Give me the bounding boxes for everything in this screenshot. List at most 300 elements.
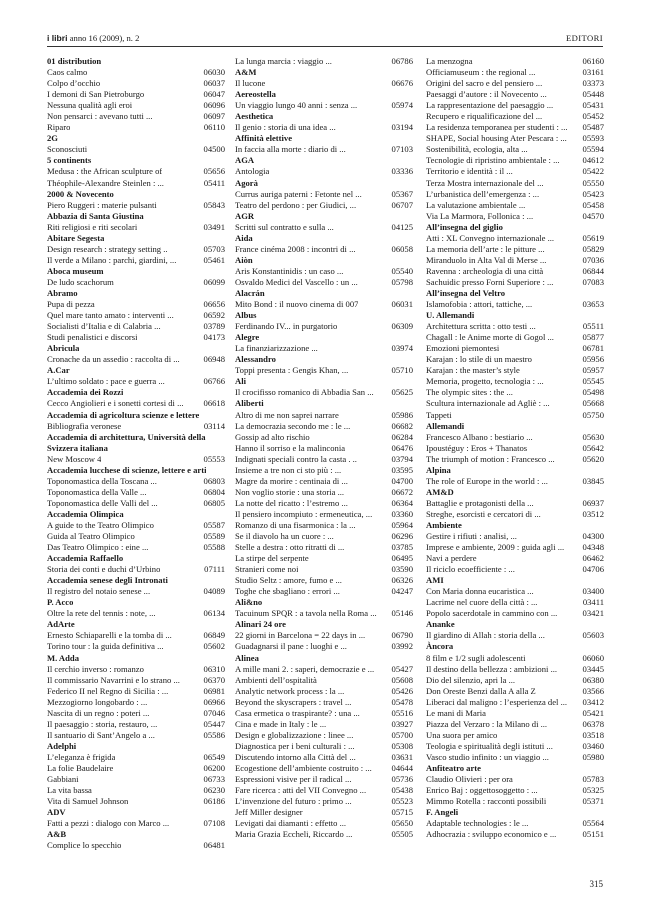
entry-number: 05146 (391, 608, 413, 619)
entry-title: Complice lo specchio (47, 840, 122, 851)
entry-title: Ernesto Schiaparelli e la tomba di ... (47, 630, 172, 641)
publisher-heading (47, 443, 225, 454)
publisher-name: Ambiente (426, 519, 462, 530)
publisher-name: Aesthetica (235, 111, 274, 122)
publisher-heading (47, 575, 225, 586)
entry-number: 05371 (582, 796, 604, 807)
entry-title: La menzogna (426, 56, 473, 66)
entry-title: De ludo scachorum (47, 276, 114, 287)
publisher-name: 2G (47, 133, 58, 144)
entry-number: 03789 (203, 321, 225, 332)
entry-number: 05964 (391, 519, 413, 530)
publisher-heading (235, 288, 413, 299)
entry-title: Karajan : lo stile di un maestro (426, 354, 532, 365)
index-entry (235, 586, 413, 597)
entry-number: 06284 (391, 431, 413, 442)
index-entry (426, 166, 604, 177)
entry-title: Don Oreste Benzi dalla A alla Z (426, 685, 536, 696)
index-entry (47, 586, 225, 597)
publisher-name: Abramo (47, 287, 78, 298)
index-entry (47, 818, 225, 829)
entry-title: Federico II nel Regno di Sicilia : ... (47, 685, 169, 696)
publisher-name: Aida (235, 232, 253, 243)
index-entry (426, 133, 604, 144)
publisher-heading (47, 387, 225, 398)
entry-number: 05843 (203, 199, 225, 210)
entry-title: Enrico Baj : oggettosoggetto : ... (426, 785, 538, 796)
entry-title: Vita di Samuel Johnson (47, 796, 129, 807)
index-entry (47, 321, 225, 332)
entry-number: 05325 (582, 785, 604, 796)
index-entry (47, 763, 225, 774)
entry-number: 06481 (203, 840, 225, 851)
index-entry (426, 630, 604, 641)
entry-title: I demoni di San Pietroburgo (47, 89, 145, 100)
entry-title: Fatti a pezzi : dialogo con Marco ... (47, 818, 170, 829)
index-entry (235, 575, 413, 586)
entry-title: Insieme a tre non ci sto più : ... (235, 464, 342, 475)
index-entry (47, 122, 225, 133)
entry-title: Toghe che sbagliano : errori ... (235, 586, 340, 597)
index-entry (426, 376, 604, 387)
entry-number: 05423 (582, 188, 604, 199)
entry-title: Chagall : le Anime morte di Gogol ... (426, 332, 554, 343)
entry-title: Cecco Angiolieri e i sonetti cortesi di ... (47, 398, 184, 409)
index-entry (47, 520, 225, 531)
index-entry (235, 487, 413, 498)
publisher-heading (235, 376, 413, 387)
index-entry (47, 222, 225, 233)
index-entry (235, 686, 413, 697)
entry-number: 06676 (391, 78, 413, 89)
entry-number: 06966 (203, 696, 225, 707)
entry-title: Atti : XL Convegno internazionale ... (426, 232, 555, 243)
index-entry (235, 730, 413, 741)
entry-number: 06380 (582, 674, 604, 685)
entry-number: 06803 (203, 475, 225, 486)
entry-title: Emozioni piemontesi (426, 343, 500, 354)
entry-title: Recupero e riqualificazione del ... (426, 111, 543, 122)
entry-number: 06058 (391, 243, 413, 254)
entry-title: Il verde a Milano : parchi, giardini, ... (47, 254, 177, 265)
index-column-3 (426, 56, 604, 840)
entry-number: 06476 (391, 442, 413, 453)
entry-number: 06030 (203, 67, 225, 78)
entry-title: Battaglie e protagonisti della ... (426, 497, 534, 508)
entry-number: 05431 (582, 100, 604, 111)
index-entry (47, 697, 225, 708)
entry-number: 03518 (582, 729, 604, 740)
index-entry (426, 708, 604, 719)
index-entry (47, 608, 225, 619)
entry-title: Nessuna qualità agli eroi (47, 100, 133, 111)
entry-title: Il riciclo ecoefficiente : ... (426, 564, 515, 575)
publisher-heading (47, 211, 225, 222)
publisher-heading (235, 67, 413, 78)
index-entry (47, 144, 225, 155)
index-entry (47, 166, 225, 177)
entry-number: 06370 (203, 674, 225, 685)
entry-title: Liberaci dal maligno : l’esperienza del ... (426, 696, 568, 707)
publisher-heading (47, 829, 225, 840)
index-entry (426, 785, 604, 796)
entry-number: 05798 (391, 276, 413, 287)
entry-number: 06937 (582, 497, 604, 508)
entry-number: 05553 (203, 453, 225, 464)
publisher-heading (235, 332, 413, 343)
entry-number: 05602 (203, 641, 225, 652)
entry-title: Via La Marmora, Follonica : ... (426, 210, 534, 221)
entry-title: Le mani di Maria (426, 707, 486, 718)
entry-title: La residenza temporanea per studenti : ... (426, 122, 568, 133)
entry-title: Non voglio storie : una storia ... (235, 486, 345, 497)
index-entry (235, 365, 413, 376)
index-entry (235, 299, 413, 310)
index-entry (47, 476, 225, 487)
index-entry (235, 266, 413, 277)
entry-number: 04644 (391, 763, 413, 773)
entry-title: Mimmo Rotella : racconti possibili (426, 796, 547, 807)
entry-number: 05986 (391, 409, 413, 420)
entry-title: L’invenzione del futuro : primo ... (235, 796, 352, 807)
index-entry (426, 365, 604, 376)
entry-number: 05461 (203, 254, 225, 265)
publisher-heading (47, 189, 225, 200)
entry-title: Ferdinando IV... in purgatorio (235, 321, 338, 332)
entry-number: 07108 (203, 818, 225, 829)
publisher-name: Abbazia di Santa Giustina (47, 210, 144, 221)
index-entry (47, 686, 225, 697)
entry-number: 06844 (582, 265, 604, 276)
publisher-name: Ananke (426, 619, 455, 630)
index-entry (235, 608, 413, 619)
index-entry (235, 443, 413, 454)
publisher-name: Alinari 24 ore (235, 619, 286, 630)
publisher-name: Anfiteatro arte (426, 763, 481, 773)
index-entry (426, 122, 604, 133)
entry-number: 05550 (582, 177, 604, 188)
entry-title: Il registro del notaio senese ... (47, 586, 151, 597)
publisher-heading (426, 288, 604, 299)
entry-number: 03491 (203, 221, 225, 232)
publisher-name: Alinea (235, 652, 259, 663)
index-entry (426, 553, 604, 564)
entry-title: Officiamuseum : the regional ... (426, 67, 536, 78)
index-entry (47, 277, 225, 288)
index-entry (235, 807, 413, 818)
index-entry (426, 597, 604, 608)
index-entry (47, 487, 225, 498)
publisher-heading (47, 233, 225, 244)
index-entry (235, 465, 413, 476)
index-entry (235, 387, 413, 398)
entry-number: 05588 (203, 542, 225, 553)
entry-title: Espressioni visive per il radical ... (235, 774, 352, 785)
publisher-name: AMI (426, 575, 444, 586)
entry-title: L’ultimo soldato : pace e guerra ... (47, 376, 165, 387)
entry-number: 06592 (203, 310, 225, 321)
entry-title: Terza Mostra internazionale del ... (426, 177, 544, 188)
entry-title: Indignati speciali contro la casta . .. (235, 453, 357, 464)
entry-number: 05438 (391, 785, 413, 796)
index-entry (47, 200, 225, 211)
entry-number: 05589 (203, 531, 225, 542)
publisher-name: Accademia dei Rozzi (47, 387, 124, 398)
publisher-heading (47, 465, 225, 476)
publisher-name: U. Allemandi (426, 310, 475, 321)
index-entry (426, 432, 604, 443)
entry-number: 06549 (203, 751, 225, 762)
entry-title: Il giardino di Allah : storia della ... (426, 630, 545, 641)
entry-number: 05516 (391, 707, 413, 718)
entry-title: Toppi presenta : Gengis Khan, ... (235, 365, 349, 376)
index-entry (235, 719, 413, 730)
publisher-name: Abitare Segesta (47, 232, 105, 243)
entry-title: The triumph of motion : Francesco ... (426, 453, 555, 464)
entry-number: 06849 (203, 630, 225, 641)
entry-title: Magre da morire : centinaia di ... (235, 475, 348, 486)
entry-number: 06618 (203, 398, 225, 409)
index-entry (47, 641, 225, 652)
entry-number: 05877 (582, 332, 604, 343)
entry-number: 06733 (203, 774, 225, 785)
entry-number: 06309 (391, 321, 413, 332)
entry-number: 07103 (391, 144, 413, 155)
publisher-name: 01 distribution (47, 56, 102, 66)
entry-title: Bibliografia veronese (47, 420, 122, 431)
publisher-heading (426, 421, 604, 432)
entry-title: Altro di me non saprei narrare (235, 409, 339, 420)
entry-number: 04125 (391, 221, 413, 232)
publisher-name: F. Angeli (426, 807, 459, 818)
publisher-heading (235, 178, 413, 189)
index-entry (426, 155, 604, 166)
running-header (47, 33, 139, 43)
index-entry (235, 564, 413, 575)
publisher-heading (235, 233, 413, 244)
entry-number: 05625 (391, 387, 413, 398)
entry-title: Tecnologie di ripristino ambientale : ... (426, 155, 560, 166)
index-entry (235, 244, 413, 255)
publisher-name: Alpina (426, 464, 451, 475)
entry-title: Con Maria donna eucaristica ... (426, 586, 534, 597)
publisher-heading (426, 465, 604, 476)
publisher-heading (47, 56, 225, 67)
entry-title: Mezzogiorno longobardo : ... (47, 696, 148, 707)
index-entry (426, 498, 604, 509)
index-entry (235, 410, 413, 421)
entry-title: Cina e made in Italy : le ... (235, 718, 327, 729)
publisher-heading (426, 222, 604, 233)
entry-number: 05411 (203, 177, 225, 188)
index-entry (235, 785, 413, 796)
publisher-name: Accademia di agricoltura scienze e lettere (47, 409, 200, 420)
entry-number: 06186 (203, 796, 225, 807)
index-entry (426, 410, 604, 421)
publisher-heading (47, 653, 225, 664)
publisher-name: M. Adda (47, 652, 79, 663)
entry-title: Levigati dai diamanti : effetto ... (235, 818, 347, 829)
entry-number: 05980 (582, 751, 604, 762)
publisher-name: Aiòn (235, 254, 253, 265)
publisher-name: Alessandro (235, 354, 276, 365)
index-entry (47, 664, 225, 675)
publisher-heading (426, 520, 604, 531)
entry-title: The role of Europe in the world : ... (426, 475, 548, 486)
index-entry (235, 432, 413, 443)
entry-number: 07083 (582, 276, 604, 287)
publisher-name: AGA (235, 155, 255, 166)
publisher-heading (426, 641, 604, 652)
index-entry (235, 189, 413, 200)
index-entry (47, 376, 225, 387)
entry-title: La stirpe del serpente (235, 553, 309, 564)
entry-title: Il destino della bellezza : ambizioni ... (426, 663, 558, 674)
entry-title: La rappresentazione del paesaggio ... (426, 100, 554, 111)
entry-number: 04700 (391, 475, 413, 486)
entry-number: 06097 (203, 111, 225, 122)
entry-number: 03794 (391, 453, 413, 464)
index-entry (47, 89, 225, 100)
entry-title: Hanno il sorriso e la malinconia (235, 442, 346, 453)
entry-number: 06037 (203, 78, 225, 89)
entry-number: 06031 (391, 299, 413, 310)
entry-title: Antologia (235, 166, 270, 177)
index-entry (235, 741, 413, 752)
entry-number: 05703 (203, 243, 225, 254)
entry-title: Sachuidic presso Forni Superiore : ... (426, 276, 554, 287)
entry-number: 06160 (582, 56, 604, 66)
index-entry (426, 730, 604, 741)
entry-number: 05608 (391, 674, 413, 685)
publisher-heading (47, 619, 225, 630)
entry-title: Socialisti d’Italia e di Calabria ... (47, 321, 161, 332)
entry-title: Architettura scritta : otto testi ... (426, 321, 536, 332)
index-entry (235, 697, 413, 708)
index-entry (47, 111, 225, 122)
index-entry (426, 56, 604, 67)
entry-number: 07046 (203, 707, 225, 718)
entry-title: Navi a perdere (426, 553, 477, 564)
entry-number: 06110 (203, 122, 225, 133)
publisher-name: Ali (235, 376, 246, 387)
index-entry (47, 630, 225, 641)
publisher-name: Allemandi (426, 420, 465, 431)
publisher-name: Aliberti (235, 398, 264, 409)
index-entry (426, 719, 604, 730)
index-entry (426, 443, 604, 454)
entry-number: 05656 (203, 166, 225, 177)
entry-title: Caos calmo (47, 67, 88, 78)
entry-number: 06790 (391, 630, 413, 641)
entry-number: 03400 (582, 586, 604, 597)
entry-number: 03411 (582, 597, 604, 608)
entry-title: Nascita di un regno : poteri ... (47, 707, 150, 718)
entry-title: Tacuinum SPQR : a tavola nella Roma ... (235, 608, 377, 619)
entry-title: Beyond the skyscrapers : travel ... (235, 696, 352, 707)
index-entry (235, 708, 413, 719)
entry-title: Sconosciuti (47, 144, 88, 155)
entry-number: 06495 (391, 553, 413, 564)
index-entry (426, 752, 604, 763)
entry-title: Jeff Miller designer (235, 807, 303, 818)
entry-title: Diagnostica per i beni culturali : ... (235, 740, 355, 751)
entry-title: La vita bassa (47, 785, 92, 796)
entry-title: Maria Grazia Eccheli, Riccardo ... (235, 829, 353, 840)
entry-number: 06672 (391, 486, 413, 497)
entry-title: A guide to the Teatro Olimpico (47, 519, 154, 530)
entry-title: Scultura internazionale ad Agliè : ... (426, 398, 550, 409)
index-entry (235, 630, 413, 641)
index-entry (47, 719, 225, 730)
entry-title: Il paesaggio : storia, restauro, ... (47, 718, 158, 729)
index-entry (47, 531, 225, 542)
entry-number: 05829 (582, 243, 604, 254)
entry-number: 06200 (203, 763, 225, 773)
index-entry (235, 56, 413, 67)
publisher-heading (235, 398, 413, 409)
entry-title: Vasco studio infinito : un viaggio ... (426, 751, 549, 762)
entry-title: Aris Konstantinidis : un caso ... (235, 265, 344, 276)
entry-number: 06804 (203, 486, 225, 497)
entry-title: Dio del silenzio, apri la ... (426, 674, 516, 685)
publisher-heading (235, 619, 413, 630)
entry-title: Analytic network process : la ... (235, 685, 345, 696)
entry-number: 05650 (391, 818, 413, 829)
entry-title: Piazza del Verzaro : la Milano di ... (426, 718, 548, 729)
entry-number: 05564 (582, 818, 604, 829)
entry-title: Osvaldo Medici del Vascello : un ... (235, 276, 358, 287)
entry-number: 05620 (582, 453, 604, 464)
entry-title: Memoria, progetto, tecnologia : ... (426, 376, 544, 387)
entry-number: 06948 (203, 354, 225, 365)
entry-title: France cinéma 2008 : incontri di ... (235, 243, 356, 254)
entry-title: Adaptable technologies : le ... (426, 818, 529, 829)
entry-number: 04173 (203, 332, 225, 343)
entry-number: 03992 (391, 641, 413, 652)
entry-number: 06462 (582, 553, 604, 564)
entry-number: 03194 (391, 122, 413, 133)
publisher-heading (235, 653, 413, 664)
index-entry (235, 774, 413, 785)
entry-title: Teatro del perdono : per Giudici, ... (235, 199, 357, 210)
index-entry (47, 178, 225, 189)
entry-number: 06047 (203, 89, 225, 100)
entry-number: 05642 (582, 442, 604, 453)
entry-title: Popolo sacerdotale in cammino con ... (426, 608, 558, 619)
publisher-name: AdArte (47, 619, 75, 630)
entry-number: 06656 (203, 299, 225, 310)
index-entry (235, 664, 413, 675)
publisher-heading (47, 288, 225, 299)
index-entry (426, 476, 604, 487)
publisher-heading (47, 741, 225, 752)
publisher-name: Accademia Olimpica (47, 508, 124, 519)
entry-title: Teologia e spiritualità degli istituti ... (426, 740, 553, 751)
entry-title: La folie Baudelaire (47, 763, 114, 773)
entry-title: New Moscow 4 (47, 453, 102, 464)
entry-number: 03974 (391, 343, 413, 354)
entry-title: Il commissario Navarrini e lo strano ... (47, 674, 180, 685)
entry-title: Piero Ruggeri : materie pulsanti (47, 199, 157, 210)
entry-number: 06682 (391, 420, 413, 431)
journal-title: i libri (47, 33, 68, 43)
entry-number: 05710 (391, 365, 413, 376)
entry-number: 05427 (391, 663, 413, 674)
publisher-heading (426, 619, 604, 630)
index-entry (47, 332, 225, 343)
index-entry (235, 829, 413, 840)
